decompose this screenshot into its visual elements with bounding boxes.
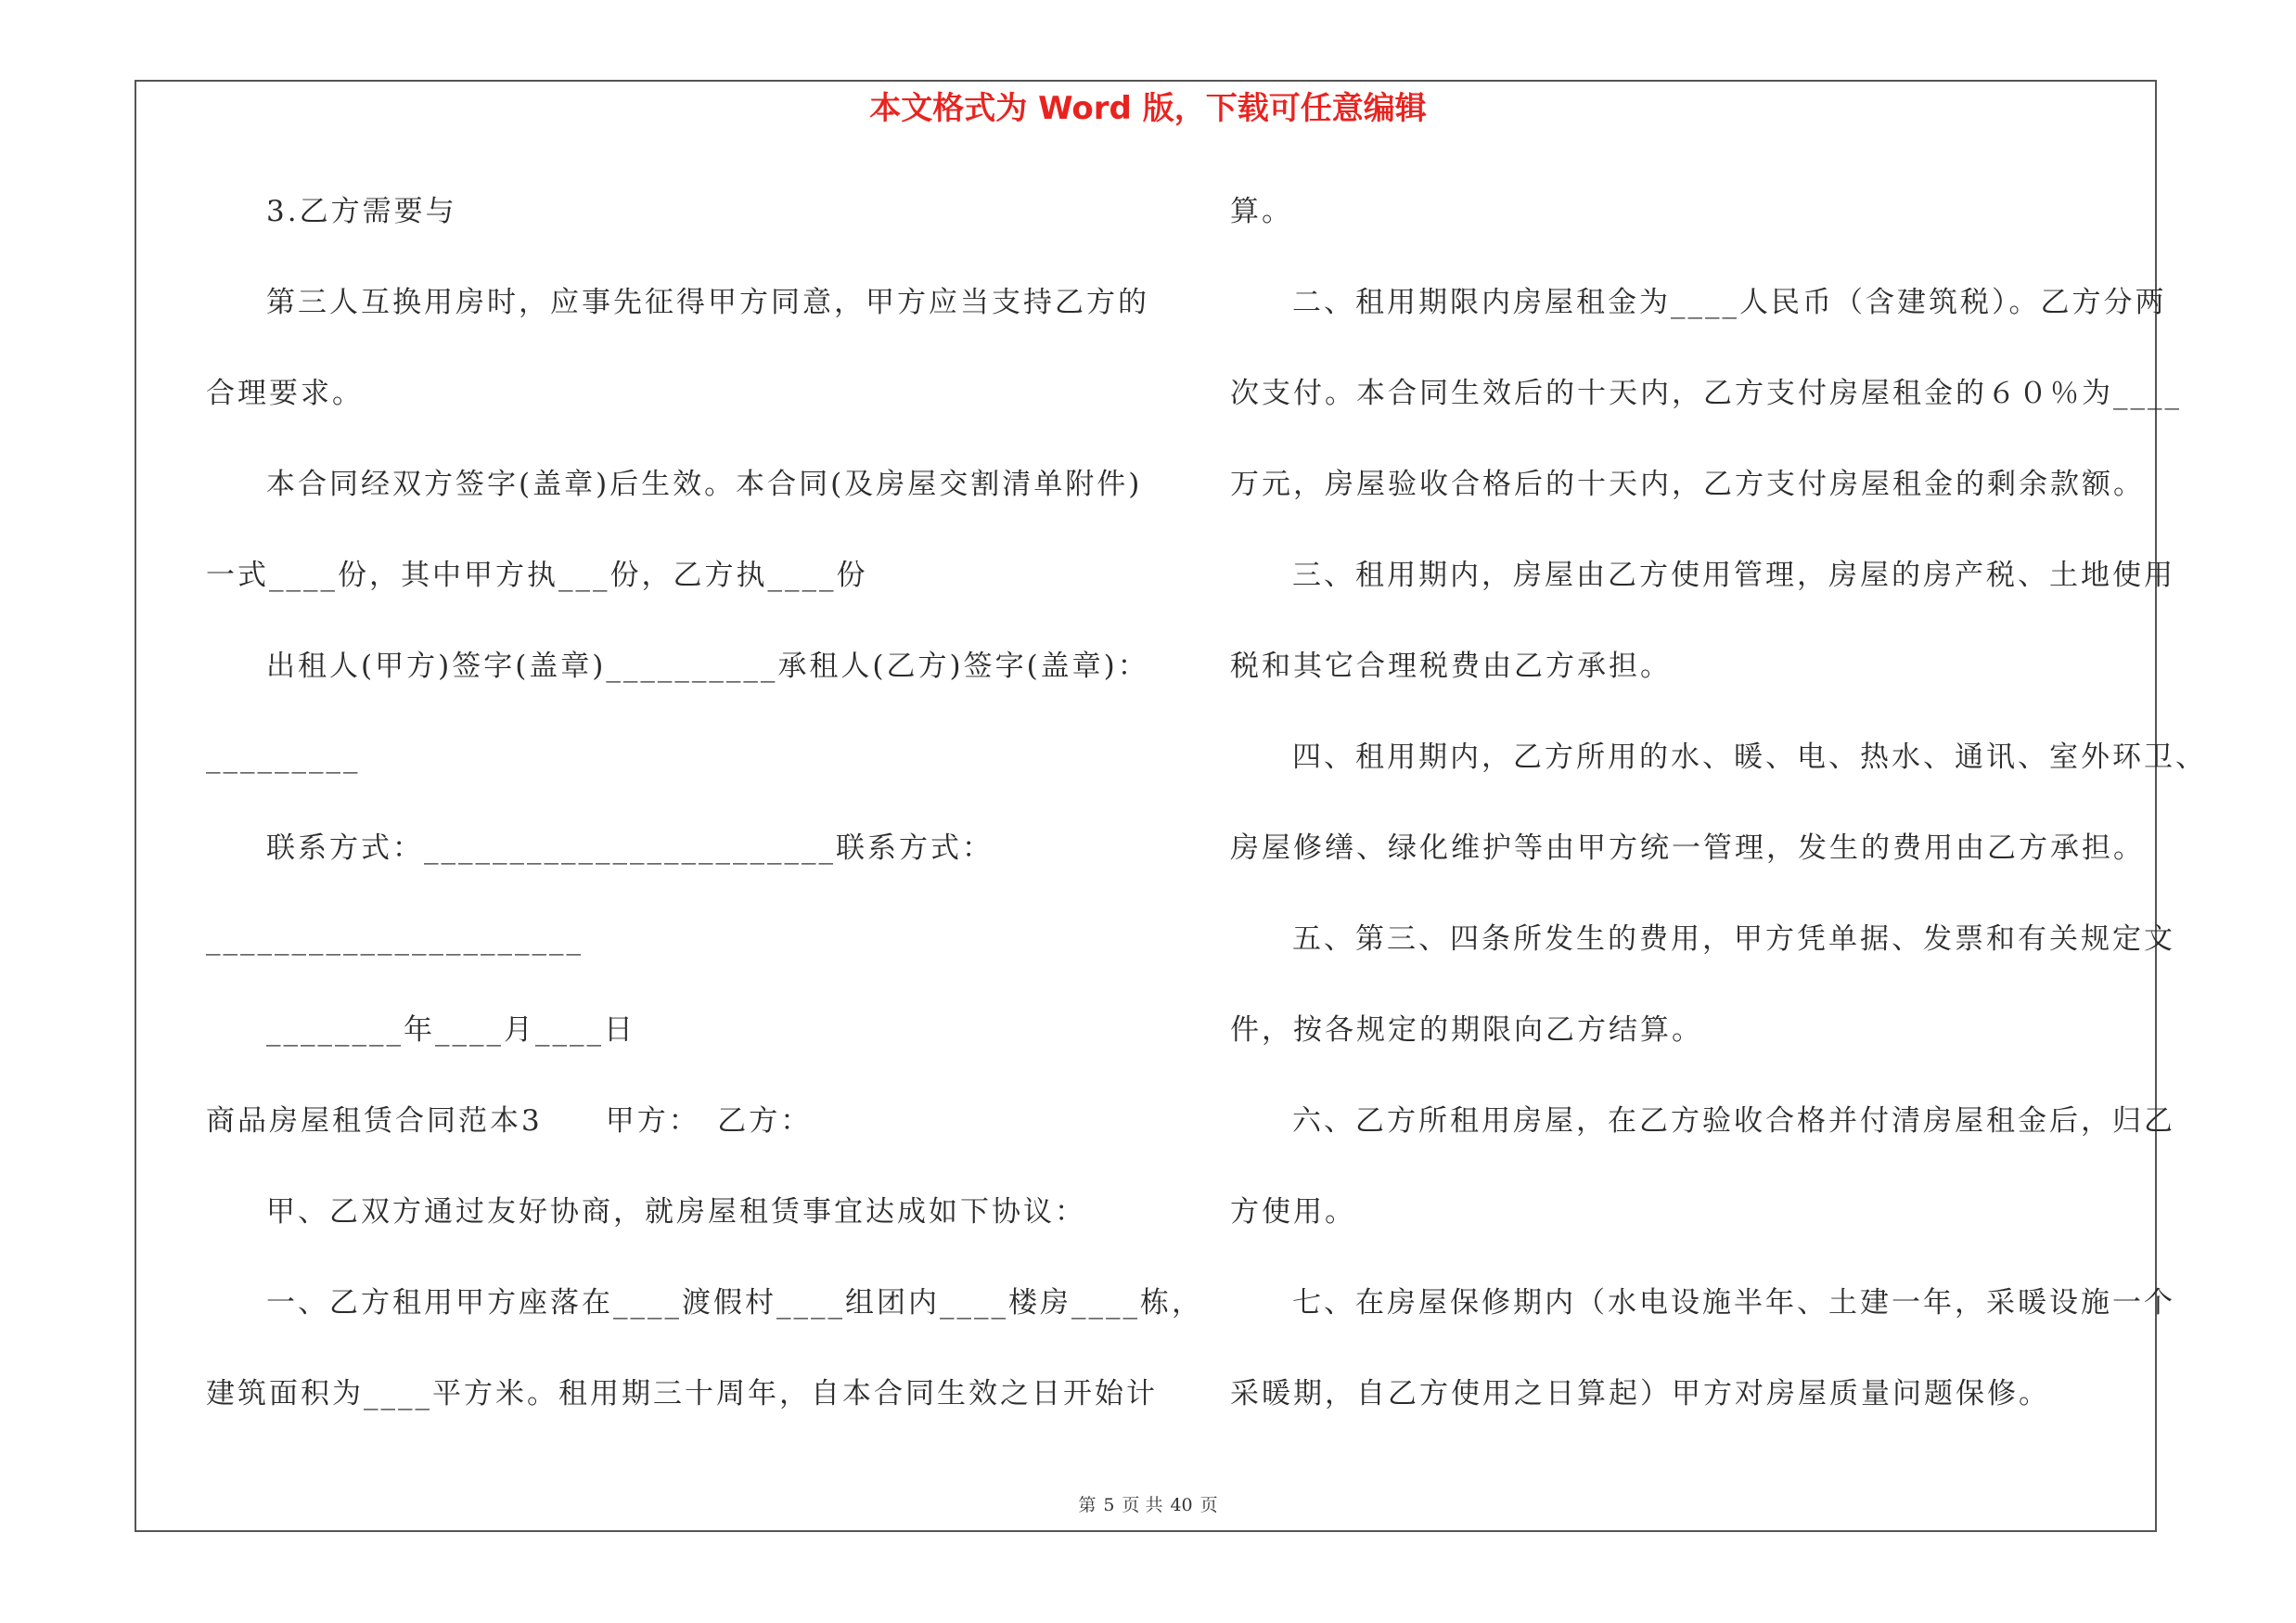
date-line: ________年____月____日	[266, 1013, 635, 1047]
paragraph-line: 五、第三、四条所发生的费用，甲方凭单据、发票和有关规定文	[1292, 922, 2175, 956]
contact-line: 联系方式：________________________联系方式：	[266, 831, 994, 865]
footer-label-of: 页 共	[1122, 1495, 1163, 1515]
paragraph-line: 算。	[1230, 195, 1293, 228]
section-title: 商品房屋租赁合同范本3 甲方： 乙方：	[206, 1104, 813, 1138]
footer-current-page: 5	[1103, 1495, 1115, 1515]
footer-total-pages: 40	[1170, 1495, 1193, 1515]
header-banner: 本文格式为 Word 版，下载可任意编辑	[869, 90, 1427, 127]
footer-label-end: 页	[1199, 1495, 1218, 1515]
paragraph-line: 3.乙方需要与	[266, 195, 457, 228]
signature-blank: _________	[206, 741, 361, 774]
paragraph-line: 次支付。本合同生效后的十天内，乙方支付房屋租金的６０％为____	[1230, 377, 2182, 410]
footer-label-page: 第	[1078, 1495, 1097, 1515]
contact-blank: ______________________	[206, 922, 584, 956]
paragraph-line: 六、乙方所租用房屋，在乙方验收合格并付清房屋租金后，归乙	[1292, 1104, 2175, 1138]
paragraph-line: 合理要求。	[206, 377, 364, 410]
signature-line: 出租人(甲方)签字(盖章)__________承租人(乙方)签字(盖章)：	[266, 650, 1149, 683]
paragraph-line: 甲、乙双方通过友好协商，就房屋租赁事宜达成如下协议：	[266, 1195, 1086, 1229]
paragraph-line: 件，按各规定的期限向乙方结算。	[1230, 1013, 1703, 1047]
page-footer	[0, 1494, 2296, 1516]
paragraph-line: 七、在房屋保修期内（水电设施半年、土建一年，采暖设施一个	[1292, 1286, 2175, 1320]
paragraph-line: 方使用。	[1230, 1195, 1356, 1229]
paragraph-line: 三、租用期内，房屋由乙方使用管理，房屋的房产税、土地使用	[1292, 559, 2175, 592]
paragraph-line: 第三人互换用房时，应事先征得甲方同意，甲方应当支持乙方的	[266, 286, 1149, 319]
paragraph-line: 本合同经双方签字(盖章)后生效。本合同(及房屋交割清单附件)	[266, 468, 1143, 501]
paragraph-line: 采暖期，自乙方使用之日算起）甲方对房屋质量问题保修。	[1230, 1377, 2050, 1410]
paragraph-line: 万元，房屋验收合格后的十天内，乙方支付房屋租金的剩余款额。	[1230, 468, 2145, 501]
paragraph-line: 一、乙方租用甲方座落在____渡假村____组团内____楼房____栋，	[266, 1286, 1203, 1320]
paragraph-line: 四、租用期内，乙方所用的水、暖、电、热水、通讯、室外环卫、	[1292, 741, 2207, 774]
paragraph-line: 房屋修缮、绿化维护等由甲方统一管理，发生的费用由乙方承担。	[1230, 831, 2145, 865]
paragraph-line: 二、租用期限内房屋租金为____人民币（含建筑税）。乙方分两	[1292, 286, 2167, 319]
paragraph-line: 一式____份，其中甲方执___份，乙方执____份	[206, 559, 868, 592]
paragraph-line: 建筑面积为____平方米。租用期三十周年，自本合同生效之日开始计	[206, 1377, 1158, 1410]
paragraph-line: 税和其它合理税费由乙方承担。	[1230, 650, 1672, 683]
